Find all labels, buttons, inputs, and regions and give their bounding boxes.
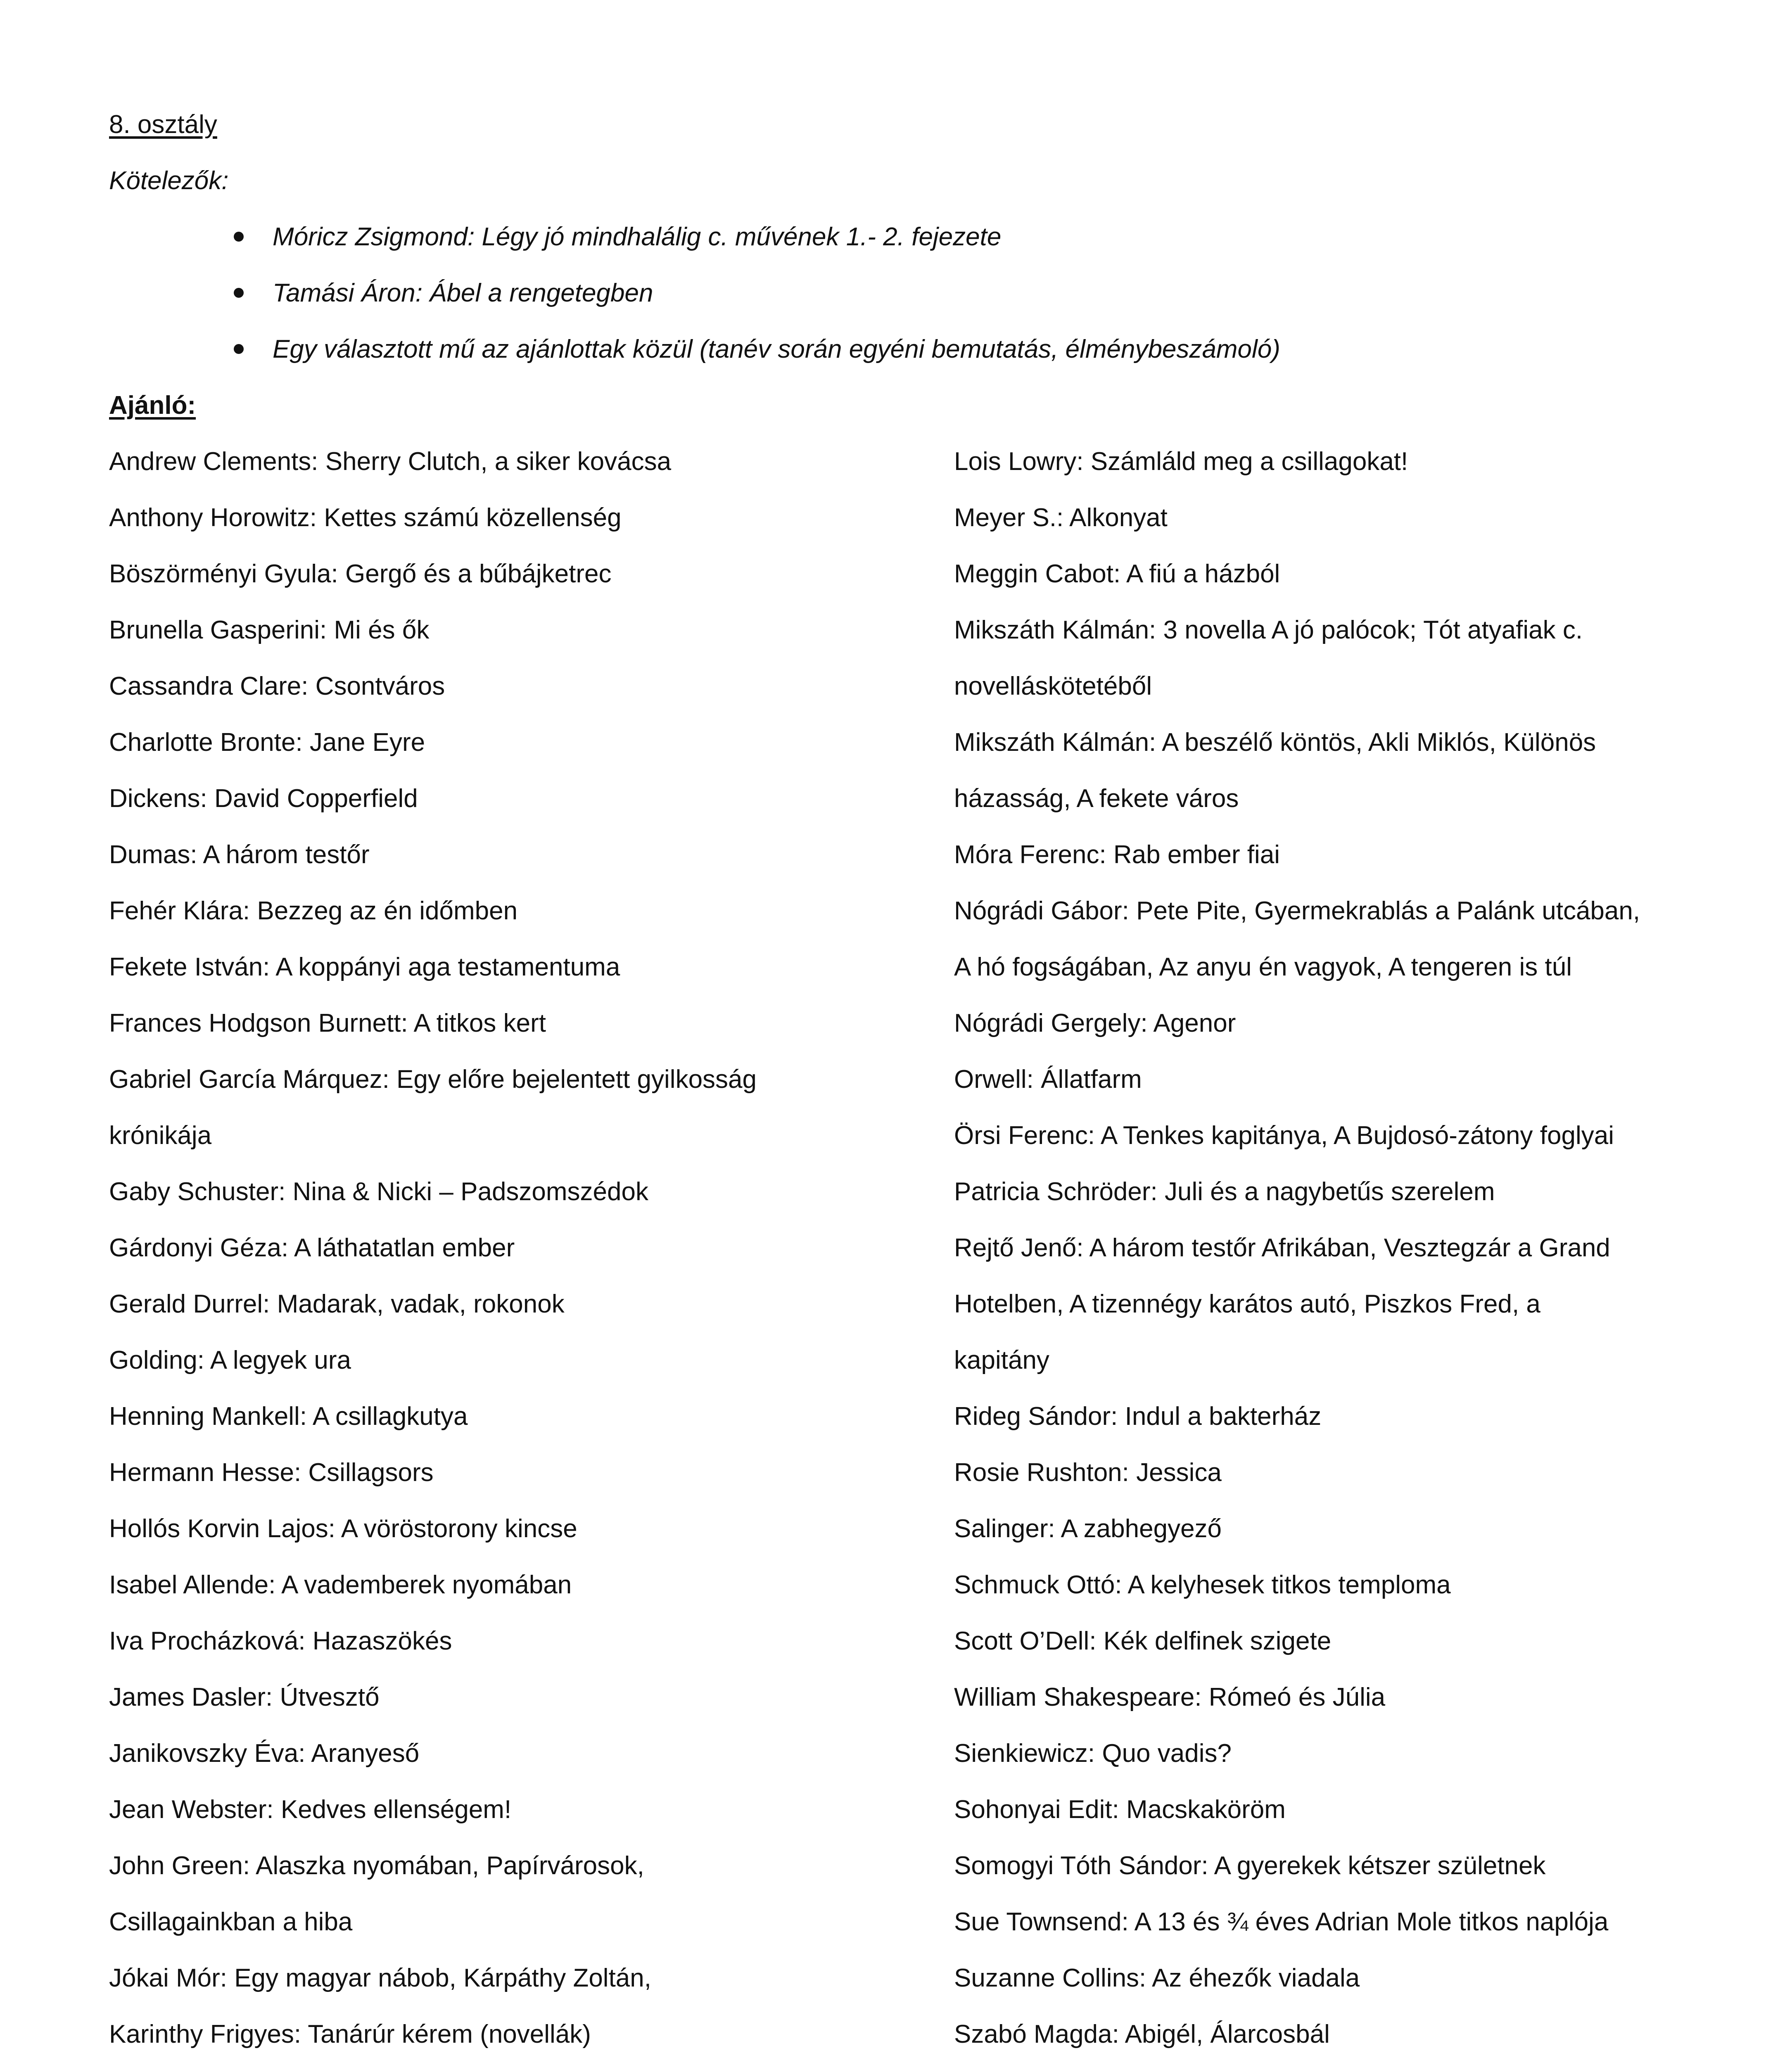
recommended-line: Suzanne Collins: Az éhezők viadala xyxy=(954,1964,1360,1992)
recommended-line: Dumas: A három testőr xyxy=(109,840,370,869)
recommended-line: kapitány xyxy=(954,1346,1049,1374)
recommended-line: házasság, A fekete város xyxy=(954,784,1239,813)
recommended-line: James Dasler: Útvesztő xyxy=(109,1683,380,1711)
recommended-line: Sohonyai Edit: Macskaköröm xyxy=(954,1795,1286,1824)
recommended-line: Brunella Gasperini: Mi és ők xyxy=(109,616,430,644)
recommended-left-column xyxy=(109,445,935,2065)
recommended-line: Somogyi Tóth Sándor: A gyerekek kétszer születnek xyxy=(954,1851,1546,1880)
recommended-line: Schmuck Ottó: A kelyhesek titkos temploma xyxy=(954,1571,1451,1599)
required-heading: Kötelezők: xyxy=(109,166,229,195)
recommended-line: Iva Procházková: Hazaszökés xyxy=(109,1627,452,1655)
required-item xyxy=(273,333,1280,389)
recommended-line: Karinthy Frigyes: Tanárúr kérem (novellák) xyxy=(109,2020,591,2048)
recommended-line: Mikszáth Kálmán: 3 novella A jó palócok; Tót atyafiak c. xyxy=(954,616,1583,644)
recommended-line: Móra Ferenc: Rab ember fiai xyxy=(954,840,1280,869)
recommended-heading: Ajánló: xyxy=(109,391,196,420)
recommended-line: Meggin Cabot: A fiú a házból xyxy=(954,560,1280,588)
required-item-text: Egy választott mű az ajánlottak közül (tanév során egyéni bemutatás, élménybeszámoló) xyxy=(273,335,1280,363)
recommended-line: Dickens: David Copperfield xyxy=(109,784,418,813)
recommended-line: Jókai Mór: Egy magyar nábob, Kárpáthy Zoltán, xyxy=(109,1964,651,1992)
recommended-line: Orwell: Állatfarm xyxy=(954,1065,1142,1094)
recommended-line: Lois Lowry: Számláld meg a csillagokat! xyxy=(954,447,1408,476)
recommended-line: krónikája xyxy=(109,1121,212,1150)
recommended-line: Rideg Sándor: Indul a bakterház xyxy=(954,1402,1322,1431)
bullet-icon xyxy=(234,232,244,242)
recommended-line: Rosie Rushton: Jessica xyxy=(954,1458,1222,1487)
recommended-line: Meyer S.: Alkonyat xyxy=(954,503,1168,532)
required-item xyxy=(273,277,1280,333)
recommended-line: Gaby Schuster: Nina & Nicki – Padszomszédok xyxy=(109,1177,648,1206)
recommended-line: Hotelben, A tizennégy karátos autó, Piszkos Fred, a xyxy=(954,1290,1540,1318)
required-item xyxy=(273,221,1280,277)
recommended-line: Isabel Allende: A vademberek nyomában xyxy=(109,1571,572,1599)
recommended-line: Nógrádi Gábor: Pete Pite, Gyermekrablás a Palánk utcában, xyxy=(954,897,1640,925)
recommended-line: Örsi Ferenc: A Tenkes kapitánya, A Bujdosó-zátony foglyai xyxy=(954,1121,1614,1150)
recommended-line: Csillagainkban a hiba xyxy=(109,1908,353,1936)
recommended-line: Scott O’Dell: Kék delfinek szigete xyxy=(954,1627,1332,1655)
recommended-line: Charlotte Bronte: Jane Eyre xyxy=(109,728,425,757)
recommended-line: Fekete István: A koppányi aga testamentuma xyxy=(109,953,620,981)
recommended-line: Szabó Magda: Abigél, Álarcosbál xyxy=(954,2020,1330,2048)
recommended-line: Gerald Durrel: Madarak, vadak, rokonok xyxy=(109,1290,565,1318)
bullet-icon xyxy=(234,288,244,298)
bullet-icon xyxy=(234,344,244,354)
required-item-text: Móricz Zsigmond: Légy jó mindhalálig c. művének 1.- 2. fejezete xyxy=(273,223,1002,251)
recommended-line: Salinger: A zabhegyező xyxy=(954,1514,1222,1543)
required-item-text: Tamási Áron: Ábel a rengetegben xyxy=(273,279,653,307)
recommended-line: Andrew Clements: Sherry Clutch, a siker kovácsa xyxy=(109,447,672,476)
recommended-line: John Green: Alaszka nyomában, Papírvárosok, xyxy=(109,1851,644,1880)
recommended-line: Patricia Schröder: Juli és a nagybetűs szerelem xyxy=(954,1177,1495,1206)
recommended-line: Cassandra Clare: Csontváros xyxy=(109,672,445,700)
recommended-line: Gabriel García Márquez: Egy előre bejelentett gyilkosság xyxy=(109,1065,757,1094)
grade-title: 8. osztály xyxy=(109,110,217,139)
recommended-line: Böszörményi Gyula: Gergő és a bűbájketrec xyxy=(109,560,612,588)
recommended-line: Sue Townsend: A 13 és ¾ éves Adrian Mole titkos naplója xyxy=(954,1908,1609,1936)
recommended-line: Hollós Korvin Lajos: A vöröstorony kincse xyxy=(109,1514,577,1543)
recommended-line: Frances Hodgson Burnett: A titkos kert xyxy=(109,1009,546,1037)
recommended-line: Mikszáth Kálmán: A beszélő köntös, Akli Miklós, Különös xyxy=(954,728,1596,757)
recommended-line: Henning Mankell: A csillagkutya xyxy=(109,1402,468,1431)
recommended-line: A hó fogságában, Az anyu én vagyok, A tengeren is túl xyxy=(954,953,1572,981)
recommended-line: Golding: A legyek ura xyxy=(109,1346,351,1374)
recommended-line: Fehér Klára: Bezzeg az én időmben xyxy=(109,897,518,925)
recommended-right-column xyxy=(954,445,1714,2065)
recommended-line: Sienkiewicz: Quo vadis? xyxy=(954,1739,1232,1768)
recommended-line: Anthony Horowitz: Kettes számú közellenség xyxy=(109,503,622,532)
recommended-line: Janikovszky Éva: Aranyeső xyxy=(109,1739,420,1768)
recommended-line: novelláskötetéből xyxy=(954,672,1152,700)
recommended-line: Rejtő Jenő: A három testőr Afrikában, Vesztegzár a Grand xyxy=(954,1234,1610,1262)
recommended-line: Jean Webster: Kedves ellenségem! xyxy=(109,1795,512,1824)
recommended-line: Nógrádi Gergely: Agenor xyxy=(954,1009,1236,1037)
recommended-line: William Shakespeare: Rómeó és Júlia xyxy=(954,1683,1386,1711)
recommended-line: Hermann Hesse: Csillagsors xyxy=(109,1458,434,1487)
required-list xyxy=(273,221,1280,389)
recommended-line: Gárdonyi Géza: A láthatatlan ember xyxy=(109,1234,515,1262)
